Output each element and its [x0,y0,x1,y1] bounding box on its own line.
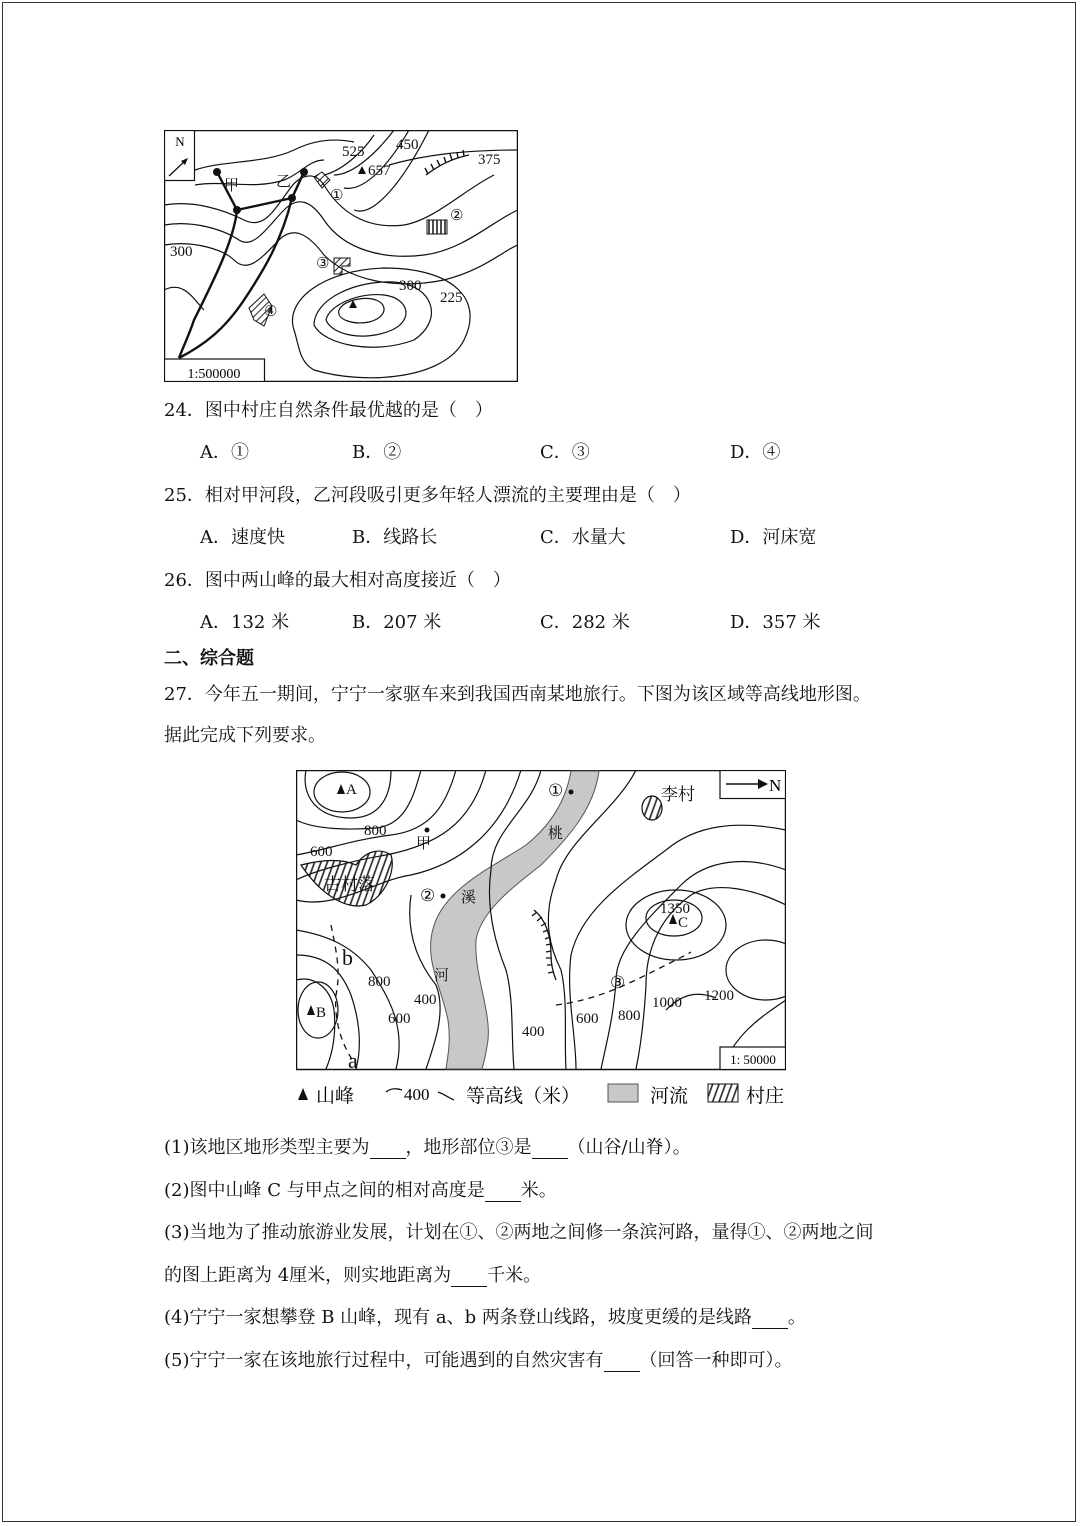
answer-blank-3[interactable] [451,1265,487,1287]
contour-map-1 [164,130,518,382]
legend-peak-label: 山峰 [316,1086,355,1107]
subquestion-5: (5)宁宁一家在该地旅行过程中，可能遇到的自然灾害有 （回答一种即可）。 [164,1350,793,1371]
section-title: 二、综合题 [164,648,254,669]
point-2 [441,894,446,899]
scale-label: 1: 50000 [730,1052,776,1067]
contour-label-525: 525 [342,144,365,160]
point-jia [425,828,430,833]
river-label-yi: 乙 [276,174,292,190]
scale-label: 1:500000 [187,367,241,382]
north-label: N [769,776,782,795]
q26-option-a[interactable]: A．132 米 [200,612,290,633]
point-label-jia: 甲 [416,836,432,852]
village-label-2: ② [450,208,464,224]
contour-label-300-left: 300 [170,244,193,260]
answer-blank-1b[interactable] [532,1137,568,1159]
legend-peak-icon [298,1088,308,1100]
peak-a-label: A [346,782,357,798]
contour-label-375: 375 [478,152,501,168]
contour-label-400-right: 400 [522,1024,545,1040]
subquestion-4: (4)宁宁一家想攀登 B 山峰，现有 a、b 两条登山线路，坡度更缓的是线路 。 [164,1307,806,1328]
map-legend [298,1084,784,1107]
river-point-yi [300,168,308,176]
subquestion-3-line2: 的图上距离为 4厘米，则实地距离为 千米。 [164,1265,542,1286]
q25-option-b[interactable]: B．线路长 [352,527,438,548]
q26-option-c[interactable]: C．282 米 [540,612,630,633]
answer-blank-5[interactable] [604,1350,640,1372]
contour-label-300: 300 [399,278,422,294]
contour-label-225: 225 [440,290,463,306]
q24-option-c[interactable]: C．③ [540,442,590,463]
legend-river-icon [608,1084,638,1102]
north-label: N [175,134,185,149]
question-26: 26．图中两山峰的最大相对高度接近（ ） [164,570,511,591]
contour-label-800-right: 800 [618,1008,641,1024]
point-1 [569,790,574,795]
point-label-3: ③ [610,973,626,992]
question-24: 24．图中村庄自然条件最优越的是（ ） [164,400,493,421]
legend-contour-value: 400 [404,1085,430,1104]
q25-option-a[interactable]: A．速度快 [200,527,285,548]
contour-label-1350: 1350 [660,901,690,917]
contour-label-800-top: 800 [364,823,387,839]
q26-option-b[interactable]: B．207 米 [352,612,442,633]
q26-option-d[interactable]: D．357 米 [730,612,821,633]
question-27-line1: 27．今年五一期间，宁宁一家驱车来到我国西南某地旅行。下图为该区域等高线地形图。 [164,684,871,705]
legend-village-icon [708,1084,738,1102]
river-point [233,206,241,214]
river-label-xi: 溪 [461,890,477,906]
village-label-licun: 李村 [661,785,695,804]
village-label-guzcun: 古村落 [324,875,375,894]
village-licun [642,796,662,820]
contour-label-1200: 1200 [704,988,734,1004]
subquestion-2: (2)图中山峰 C 与甲点之间的相对高度是 米。 [164,1180,557,1201]
point-label-1: ① [548,781,564,800]
answer-blank-2[interactable] [485,1180,521,1202]
subquestion-1: (1)该地区地形类型主要为 ，地形部位③是 （山谷/山脊）。 [164,1137,691,1158]
contour-label-600-top: 600 [310,844,333,860]
q24-option-b[interactable]: B．② [352,442,402,463]
subquestion-3-line1: (3)当地为了推动旅游业发展，计划在①、②两地之间修一条滨河路，量得①、②两地之间 [164,1222,874,1243]
river-label-he: 河 [434,968,450,984]
river-point-jia [213,168,221,176]
contour-label-400-left: 400 [414,992,437,1008]
peak-c-label: C [678,915,689,931]
answer-blank-1a[interactable] [370,1137,406,1159]
contour-label-800-left: 800 [368,974,391,990]
peak-b-label: B [316,1005,327,1021]
question-27-line2: 据此完成下列要求。 [164,725,326,746]
contour-map-2 [296,770,786,1110]
legend-river-label: 河流 [650,1086,689,1107]
q24-option-d[interactable]: D．④ [730,442,781,463]
legend-village-label: 村庄 [746,1086,785,1107]
answer-blank-4[interactable] [752,1307,788,1329]
q25-option-d[interactable]: D．河床宽 [730,527,817,548]
q24-option-a[interactable]: A．① [200,442,249,463]
river-label-jia: 甲 [224,178,240,194]
peak-elevation-label: 657 [368,163,391,179]
contour-label-450: 450 [396,137,419,153]
river-label-tao: 桃 [548,826,564,842]
q25-option-c[interactable]: C．水量大 [540,527,626,548]
legend-contour-label: 等高线（米） [466,1086,581,1107]
village-label-3: ③ [316,256,330,272]
village-2-icon [427,220,447,234]
contour-label-600-right: 600 [576,1011,599,1027]
river-point [288,194,296,202]
village-label-1: ① [330,188,344,204]
contour-label-600-left: 600 [388,1011,411,1027]
route-label-b: b [342,945,353,970]
contour-label-1000: 1000 [652,995,682,1011]
route-label-a: a [348,1048,358,1073]
question-25: 25．相对甲河段，乙河段吸引更多年轻人漂流的主要理由是（ ） [164,485,691,506]
point-label-2: ② [420,886,436,905]
village-label-4: ④ [264,304,278,320]
